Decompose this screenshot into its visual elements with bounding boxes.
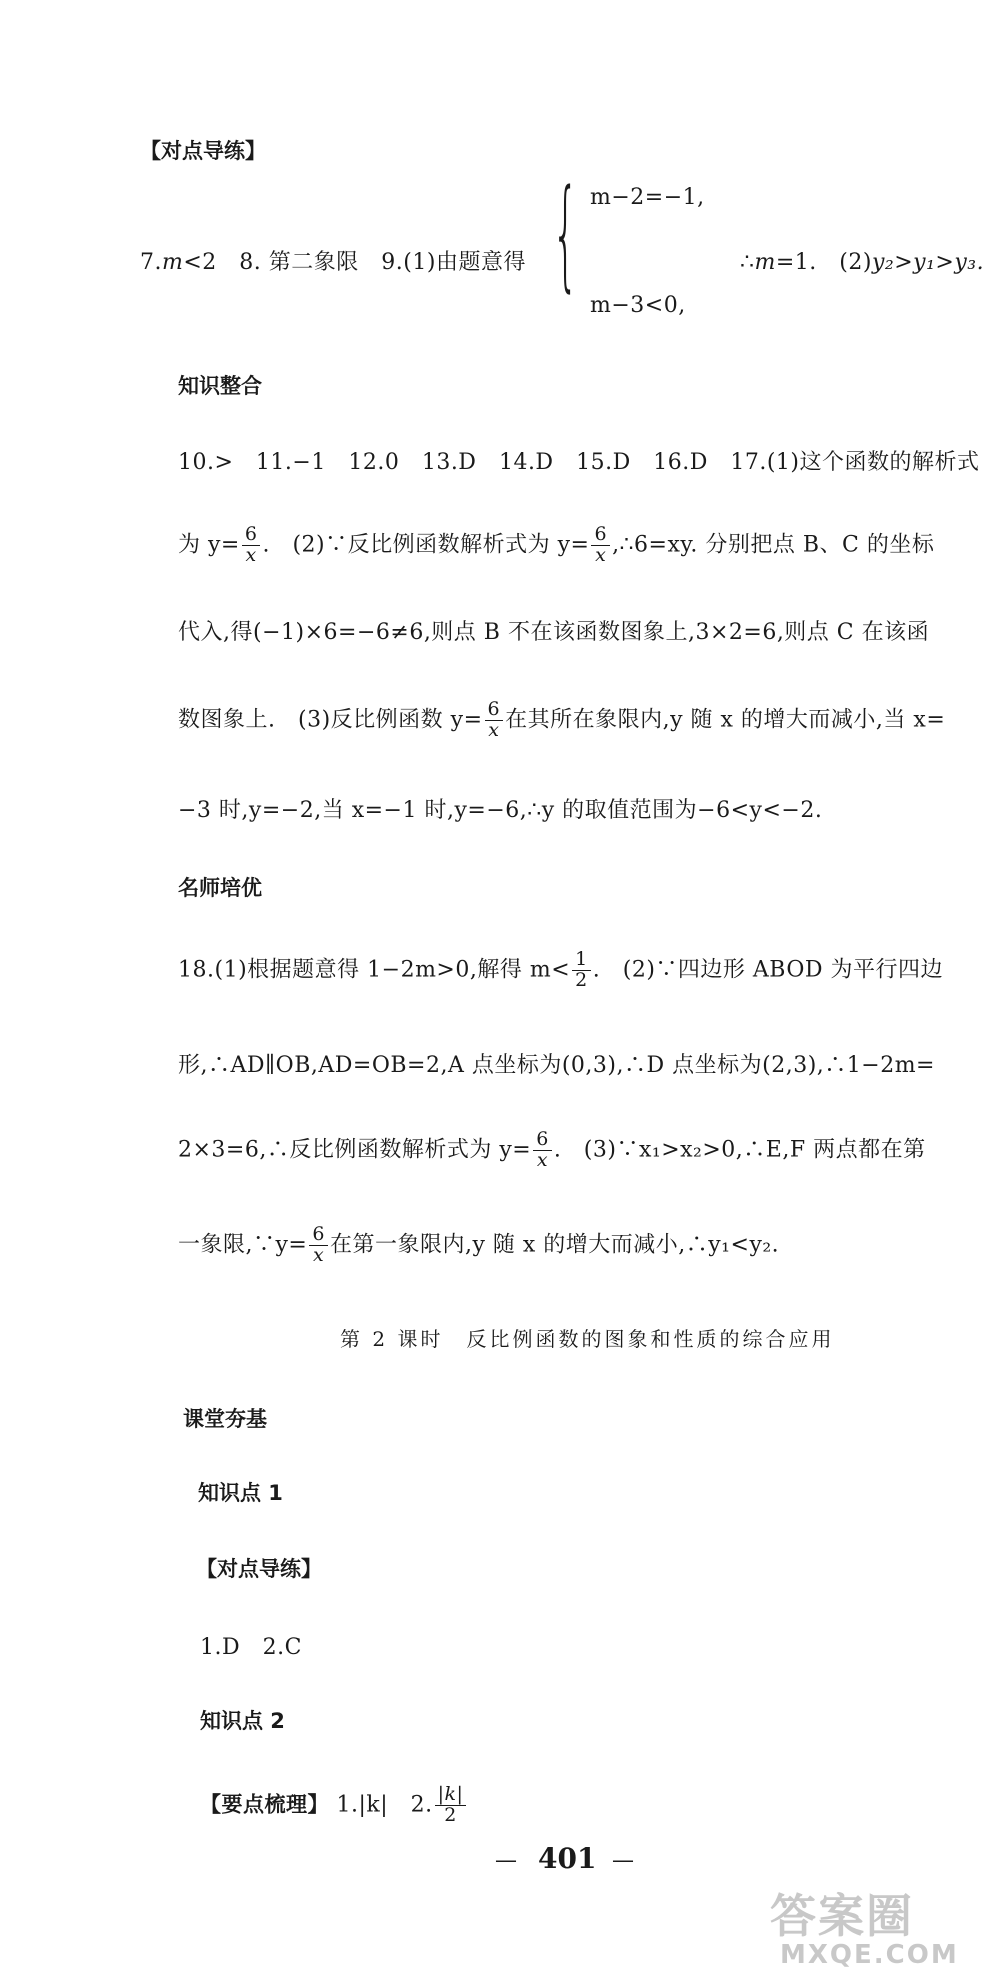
answer-line-18 [178, 950, 943, 991]
text: ,∴6=xy. 分别把点 B、C 的坐标 [612, 532, 935, 558]
text: . (2)∵四边形 ABOD 为平行四边 [592, 957, 944, 983]
denominator: x [536, 1148, 549, 1171]
text: y₂>y₁>y₃. [871, 250, 985, 275]
text: m [162, 250, 184, 275]
heading-duidian-daolian: 【对点导练】 [140, 139, 266, 163]
text: 在其所在象限内,y 随 x 的增大而减小,当 x= [505, 707, 946, 733]
answer-line-17-cont [178, 525, 934, 566]
left-brace: { [552, 165, 579, 304]
answer-line-17-cont2: 代入,得(−1)×6=−6≠6,则点 B 不在该函数图象上,3×2=6,则点 C 在该函 [178, 620, 930, 645]
heading-mingshi-peiyou: 名师培优 [178, 876, 262, 900]
text: 在第一象限内,y 随 x 的增大而减小,∴y₁<y₂. [329, 1232, 780, 1258]
page-number-right-dash: — [612, 1848, 634, 1873]
equation-system-line-1: m−2=−1, [590, 185, 705, 210]
yaodian-label: 【要点梳理】 [200, 1792, 329, 1817]
numerator: 6 [485, 700, 504, 721]
numerator: 1 [572, 950, 591, 971]
answer-line-7-9 [140, 245, 526, 276]
denominator: 2 [575, 968, 588, 991]
fraction [591, 525, 610, 566]
heading-zhishidian-2: 知识点 2 [200, 1709, 285, 1733]
text: <2 8. 第二象限 9.(1)由题意得 [183, 250, 526, 275]
watermark-url: MXQE.COM [780, 1940, 959, 1970]
text: =1. (2) [775, 250, 872, 275]
heading-zhishi-zhenghe: 知识整合 [178, 374, 262, 398]
text: 2×3=6,∴反比例函数解析式为 y= [178, 1137, 532, 1163]
numerator: |k| [435, 1785, 467, 1806]
text: 1.|k| 2. [336, 1792, 433, 1818]
numerator: 6 [309, 1225, 328, 1246]
page-number-left-dash: — [495, 1848, 517, 1873]
answer-line-17-cont4: −3 时,y=−2,当 x=−1 时,y=−6,∴y 的取值范围为−6<y<−2. [178, 798, 823, 823]
answer-line-18-cont2 [178, 1130, 926, 1171]
text: 一象限,∵y= [178, 1232, 308, 1258]
heading-ketang-hangji: 课堂夯基 [183, 1407, 267, 1431]
answer-line-1-2: 1.D 2.C [200, 1635, 302, 1660]
text: 7. [140, 250, 162, 275]
denominator: 2 [444, 1803, 457, 1826]
text: . (2)∵反比例函数解析式为 y= [262, 532, 590, 558]
equation-system-line-2: m−3<0, [590, 293, 686, 318]
denominator: x [488, 718, 500, 741]
denominator: x [595, 543, 607, 566]
fraction [435, 1785, 467, 1826]
section-title: 第 2 课时 反比例函数的图象和性质的综合应用 [340, 1327, 835, 1351]
denominator: x [313, 1243, 325, 1266]
fraction [309, 1225, 328, 1266]
fraction [533, 1130, 552, 1171]
answer-line-10-17: 10.> 11.−1 12.0 13.D 14.D 15.D 16.D 17.(1)这个函数的解析式 [178, 450, 980, 475]
numerator: 6 [242, 525, 261, 546]
text: ∴ [740, 250, 755, 275]
page-number: 401 [538, 1842, 597, 1875]
text: m [754, 250, 776, 275]
heading-duidian-daolian-2: 【对点导练】 [196, 1557, 322, 1581]
fraction [485, 700, 504, 741]
heading-zhishidian-1: 知识点 1 [198, 1481, 283, 1505]
fraction [242, 525, 261, 566]
numerator: 6 [533, 1130, 552, 1151]
text: 为 y= [178, 532, 240, 558]
answer-line-17-cont3 [178, 700, 945, 741]
answer-line-9-result [740, 245, 984, 276]
yaodian-shuli-line [200, 1785, 468, 1826]
watermark-logo: 答案圈 [770, 1889, 914, 1943]
text: 18.(1)根据题意得 1−2m>0,解得 m< [178, 957, 571, 983]
denominator: x [245, 543, 257, 566]
text: . (3)∵x₁>x₂>0,∴E,F 两点都在第 [553, 1137, 926, 1163]
answer-line-18-cont: 形,∴AD∥OB,AD=OB=2,A 点坐标为(0,3),∴D 点坐标为(2,3),∴1−2m= [178, 1053, 935, 1078]
numerator: 6 [591, 525, 610, 546]
answer-line-18-cont3 [178, 1225, 779, 1266]
text: 数图象上. (3)反比例函数 y= [178, 707, 483, 733]
fraction [572, 950, 591, 991]
